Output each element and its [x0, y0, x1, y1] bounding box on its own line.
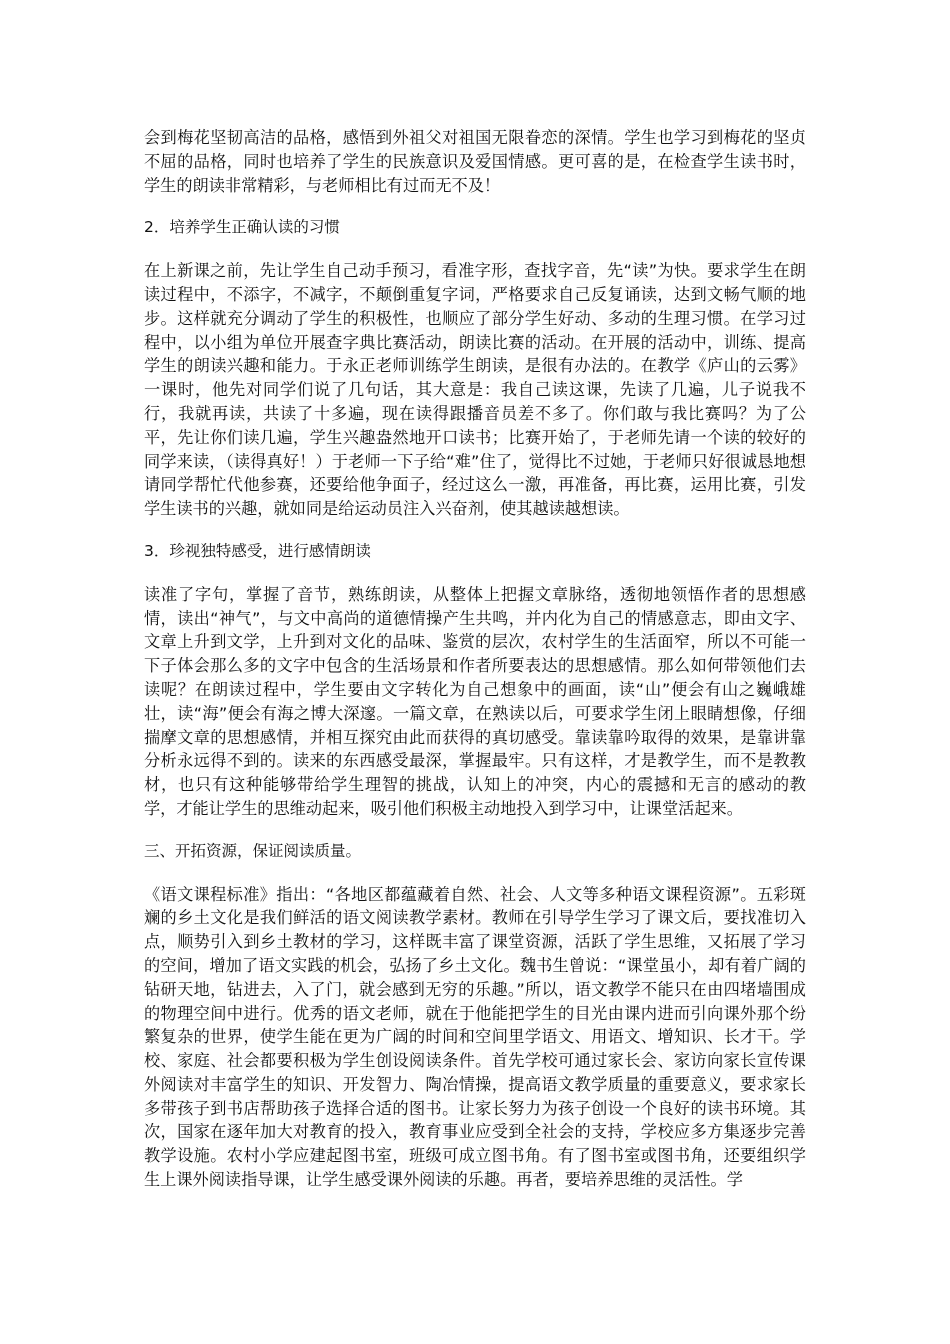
- paragraph-emotional-reading: 读准了字句，掌握了音节，熟练朗读，从整体上把握文章脉络，透彻地领悟作者的思想感情，读出“神气”，与文中高尚的道德情操产生共鸣，并内化为自己的情感意志，即由文字、文章上升到文学，上升到对文化的品味、鉴赏的层次，农村学生的生活面窄，所以不可能一下子体会那么多的文字中包含的生活场景和作者所要表达的思想感情。那么如何带领他们去读呢？在朗读过程中，学生要由文字转化为自己想象中的画面，读“山”便会有山之巍峨雄壮，读“海”便会有海之博大深邃。一篇文章，在熟读以后，可要求学生闭上眼睛想像，仔细揣摩文章的思想感情，并相互探究由此而获得的真切感受。靠读靠吟取得的效果，是靠讲靠分析永远得不到的。读来的东西感受最深，掌握最牢。只有这样，才是教学生，而不是教教材，也只有这种能够带给学生理智的挑战，认知上的冲突，内心的震撼和无言的感动的教学，才能让学生的思维动起来，吸引他们积极主动地投入到学习中，让课堂活起来。: [144, 584, 806, 818]
- section-heading-resources: 三、开拓资源，保证阅读质量。: [144, 841, 362, 860]
- document-page: [144, 126, 806, 1211]
- paragraph-reading-habits: 在上新课之前，先让学生自己动手预习，看准字形，查找字音，先“读”为快。要求学生在朗读过程中，不添字，不减字，不颠倒重复字词，严格要求自己反复诵读，达到文畅气顺的地步。这样就充分调动了学生的积极性，也顺应了部分学生好动、多动的生理习惯。在学习过程中，以小组为单位开展查字典比赛活动，朗读比赛的活动。在开展的活动中，训练、提高学生的朗读兴趣和能力。于永正老师训练学生朗读，是很有办法的。在教学《庐山的云雾》一课时，他先对同学们说了几句话，其大意是：我自己读这课，先读了几遍，儿子说我不行，我就再读，共读了十多遍，现在读得跟播音员差不多了。你们敢与我比赛吗？为了公平，先让你们读几遍，学生兴趣盎然地开口读书；比赛开始了，于老师先请一个读的较好的同学来读，（读得真好！）于老师一下子给“难”住了，觉得比不过她，于老师只好很诚恳地想请同学帮忙代他参赛，还要给他争面子，经过这么一激，再准备，再比赛，运用比赛，引发学生读书的兴趣，就如同是给运动员注入兴奋剂，使其越读越想读。: [144, 261, 806, 519]
- paragraph-resources: 《语文课程标准》指出：“各地区都蕴藏着自然、社会、人文等多种语文课程资源”。五彩斑斓的乡土文化是我们鲜活的语文阅读教学素材。教师在引导学生学习了课文后，要找准切入点，顺势引入到乡土教材的学习，这样既丰富了课堂资源，活跃了学生思维，又拓展了学习的空间，增加了语文实践的机会，弘扬了乡土文化。魏书生曾说：“课堂虽小，却有着广阔的钻研天地，钻进去，入了门，就会感到无穷的乐趣。”所以，语文教学不能只在由四堵墙围成的物理空间中进行。优秀的语文老师，就在于他能把学生的目光由课内进而引向课外那个纷繁复杂的世界，使学生能在更为广阔的时间和空间里学语文、用语文、增知识、长才干。学校、家庭、社会都要积极为学生创设阅读条件。首先学校可通过家长会、家访向家长宣传课外阅读对丰富学生的知识、开发智力、陶冶情操，提高语文教学质量的重要意义，要求家长多带孩子到书店帮助孩子选择合适的图书。让家长努力为孩子创设一个良好的读书环境。其次，国家在逐年加大对教育的投入，教育事业应受到全社会的支持，学校应多方集逐步完善教学设施。农村小学应建起图书室，班级可成立图书角。有了图书室或图书角，还要组织学生上课外阅读指导课，让学生感受课外阅读的乐趣。再者，要培养思维的灵活性。学: [144, 884, 806, 1190]
- paragraph-plum-blossom: 会到梅花坚韧高洁的品格，感悟到外祖父对祖国无限眷恋的深情。学生也学习到梅花的坚贞不屈的品格，同时也培养了学生的民族意识及爱国情感。更可喜的是，在检查学生读书时，学生的朗读非常精彩，与老师相比有过而无不及！: [144, 128, 806, 195]
- section-heading-reading-habits: 2．培养学生正确认读的习惯: [144, 218, 340, 237]
- section-heading-emotional-reading: 3．珍视独特感受，进行感情朗读: [144, 541, 371, 560]
